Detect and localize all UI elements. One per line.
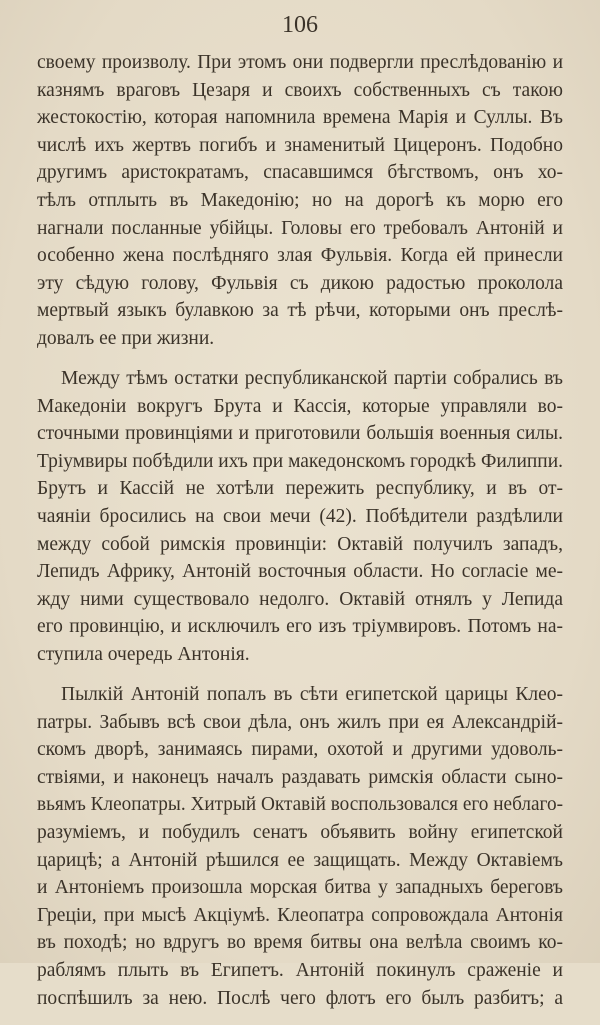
text-line-content: Тріумвиры побѣдили ихъ при македонскомъ городкѣ Филиппи. (37, 450, 563, 472)
page-number: 106 (282, 12, 318, 38)
text-line (37, 49, 563, 77)
text-line (37, 874, 563, 902)
text-line-content: между собой римскія провинціи: Октавій получилъ западъ, (37, 533, 563, 555)
paragraph (37, 49, 563, 353)
text-line (37, 77, 563, 105)
text-line-content: Македоніи вокругъ Брута и Кассія, которые управляли во- (37, 395, 563, 417)
text-line-content: нагнали посланные убійцы. Головы его требовалъ Антоній и (37, 217, 563, 239)
text-line (37, 902, 563, 930)
text-line-content: своему произволу. При этомъ они подвергли преслѣдованію и (37, 52, 563, 73)
text-line (37, 641, 563, 669)
text-line-content: раблямъ плыть въ Египетъ. Антоній покинулъ сраженіе и (37, 960, 563, 981)
text-line-content: Греціи, при мысѣ Акціумѣ. Клеопатра сопровождала Антонія (37, 904, 563, 926)
text-line (37, 393, 563, 421)
text-line-content: ствіями, и наконецъ началъ раздавать римскія области сыно- (37, 766, 563, 788)
text-line (37, 929, 563, 957)
text-line (37, 365, 563, 393)
text-line-content: царицѣ; а Антоній рѣшился ее защищать. Между Октавіемъ (37, 849, 563, 871)
text-line (37, 819, 563, 847)
text-line-content: жестокостію, которая напомнила времена Марія и Суллы. Въ (37, 107, 563, 129)
text-line-content: ступила очередь Антонія. (37, 643, 250, 665)
text-line-content: поспѣшилъ за нею. Послѣ чего флотъ его былъ разбитъ; а (37, 987, 563, 1009)
text-line-content: Лепидъ Африку, Антоній восточныя области. Но согласіе ме- (37, 561, 563, 583)
text-line-content: жду ними существовало недолго. Октавій отнялъ у Лепида (37, 588, 563, 610)
text-line (37, 242, 563, 270)
text-line-content: эту сѣдую голову, Фульвія съ дикою радостью проколола (37, 272, 563, 294)
text-line-content: числѣ ихъ жертвъ погибъ и знаменитый Цицеронъ. Подобно (37, 134, 563, 156)
text-line-content: другимъ аристократамъ, спасавшимся бѣгствомъ, онъ хо- (37, 162, 563, 184)
text-line (37, 270, 563, 298)
text-line (37, 957, 563, 985)
text-line-content: патры. Забывъ всѣ свои дѣла, онъ жилъ при ея Александрій- (37, 711, 563, 733)
text-line-content: казнямъ враговъ Цезаря и своихъ собственныхъ съ такою (37, 79, 563, 101)
text-line (37, 558, 563, 586)
paragraph (37, 365, 563, 669)
text-line (37, 325, 563, 353)
text-line-content: вьямъ Клеопатры. Хитрый Октавій воспользовался его неблаго- (37, 794, 563, 816)
text-line (37, 475, 563, 503)
text-line (37, 791, 563, 819)
text-line (37, 420, 563, 448)
text-line-content: сточными провинціями и приготовили большія военныя силы. (37, 423, 563, 445)
text-line (37, 709, 563, 737)
text-line-content: Между тѣмъ остатки республиканской партіи собрались въ (61, 368, 563, 390)
text-line (37, 681, 563, 709)
text-line-content: въ походѣ; но вдругъ во время битвы она велѣла своимъ ко- (37, 932, 563, 954)
page-text (37, 49, 563, 1025)
text-line-content: его провинцію, и исключилъ его изъ тріумвировъ. Потомъ на- (37, 616, 563, 638)
text-line (37, 586, 563, 614)
text-line-content: особенно жена послѣдняго злая Фульвія. Когда ей принесли (37, 245, 563, 267)
text-line-content: и Антоніемъ произошла морская битва у западныхъ береговъ (37, 877, 563, 899)
text-line-content: довалъ ее при жизни. (37, 327, 215, 349)
text-line (37, 503, 563, 531)
text-line (37, 613, 563, 641)
text-line (37, 215, 563, 243)
text-line (37, 847, 563, 875)
text-line (37, 132, 563, 160)
text-line-content: разуміемъ, и побудилъ сенатъ объявить войну египетской (37, 822, 563, 844)
text-line (37, 985, 563, 1013)
text-line (37, 764, 563, 792)
text-line (37, 531, 563, 559)
text-line-content: тѣлъ отплыть въ Македонію; но на дорогѣ къ морю его (37, 189, 563, 211)
text-line (37, 104, 563, 132)
text-line-content: скомъ дворѣ, занимаясь пирами, охотой и другими удоволь- (37, 739, 563, 761)
text-line (37, 297, 563, 325)
text-line-content: мертвый языкъ булавкою за тѣ рѣчи, которыми онъ преслѣ- (37, 300, 563, 322)
text-line-content: Брутъ и Кассій не хотѣли пережить республику, и въ от- (37, 478, 563, 500)
text-line (37, 187, 563, 215)
text-line (37, 448, 563, 476)
text-line-content: Пылкій Антоній попалъ въ сѣти египетской царицы Клео- (61, 684, 563, 706)
text-line-content: чаяніи бросились на свои мечи (42). Побѣдители раздѣлили (37, 506, 563, 527)
text-line (37, 159, 563, 187)
text-line (37, 736, 563, 764)
